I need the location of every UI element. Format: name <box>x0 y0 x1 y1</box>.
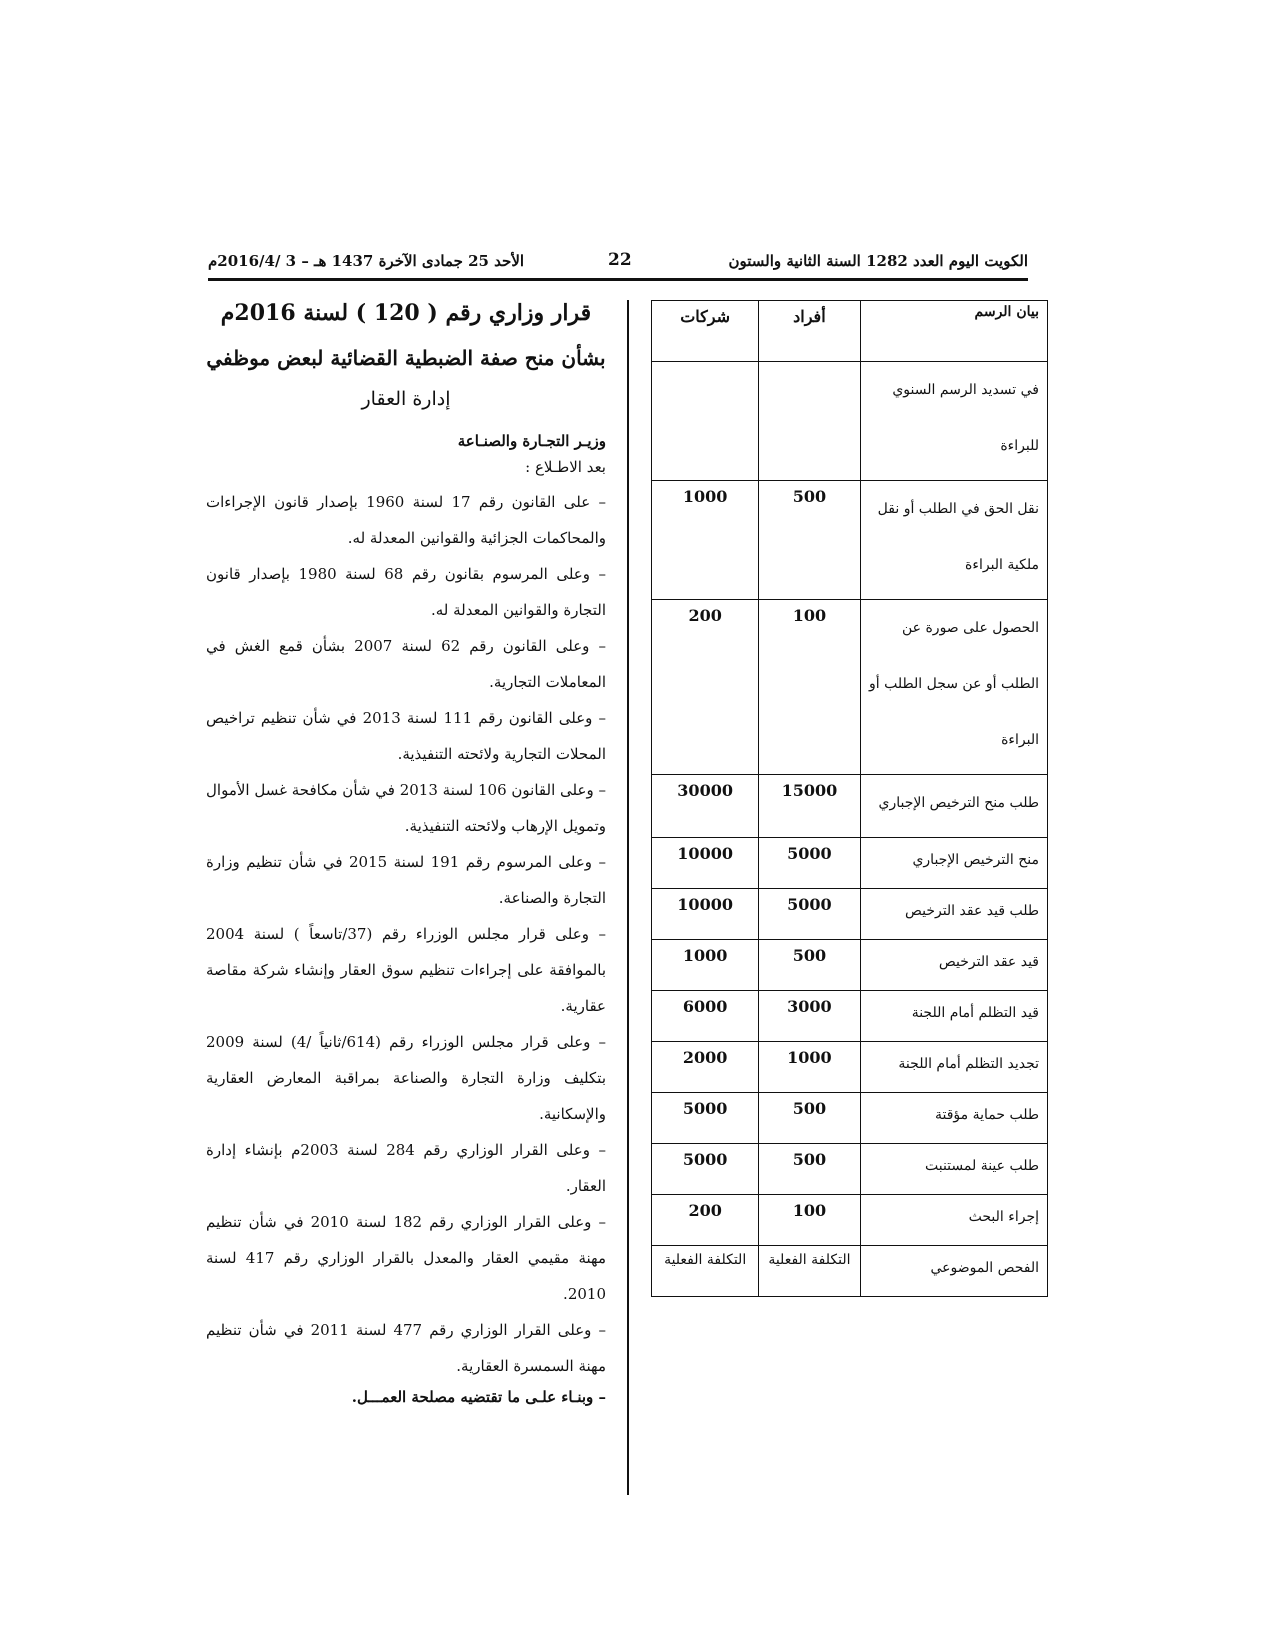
row-desc: قيد التظلم أمام اللجنة <box>860 991 1047 1042</box>
row-individuals: التكلفة الفعلية <box>759 1246 860 1297</box>
row-companies: 5000 <box>652 1093 759 1144</box>
row-desc: الحصول على صورة عن الطلب أو عن سجل الطلب أو البراءة <box>860 600 1047 775</box>
row-individuals: 5000 <box>759 838 860 889</box>
row-individuals: 100 <box>759 1195 860 1246</box>
row-desc: طلب منح الترخيص الإجباري <box>860 775 1047 838</box>
row-companies: 6000 <box>652 991 759 1042</box>
row-companies: 30000 <box>652 775 759 838</box>
table-row <box>652 991 1048 1042</box>
row-companies: 1000 <box>652 940 759 991</box>
table-row <box>652 1093 1048 1144</box>
row-individuals: 1000 <box>759 1042 860 1093</box>
row-individuals: 500 <box>759 1144 860 1195</box>
row-individuals: 5000 <box>759 889 860 940</box>
row-desc: طلب عينة لمستنبت <box>860 1144 1047 1195</box>
row-desc: إجراء البحث <box>860 1195 1047 1246</box>
table-header-row <box>652 301 1048 362</box>
preamble-item: – وعلى القانون 106 لسنة 2013 في شأن مكافحة غسل الأموال وتمويل الإرهاب ولائحته التنفيذية. <box>206 781 606 835</box>
row-companies: 1000 <box>652 481 759 600</box>
row-desc: في تسديد الرسم السنوي للبراءة <box>860 362 1047 481</box>
row-individuals <box>759 362 860 481</box>
table-row <box>652 600 1048 775</box>
preamble-item: – وعلى القرار الوزاري رقم 182 لسنة 2010 في شأن تنظيم مهنة مقيمي العقار والمعدل بالقرار الوزاري رقم 417 لسنة 2010. <box>206 1213 606 1303</box>
decision-subtitle: بشأن منح صفة الضبطية القضائية لبعض موظفي <box>206 346 606 370</box>
table-row <box>652 481 1048 600</box>
header-individuals: أفراد <box>759 301 860 362</box>
row-companies: 200 <box>652 1195 759 1246</box>
preamble-item: – وعلى قرار مجلس الوزراء رقم (37/تاسعاً ) لسنة 2004 بالموافقة على إجراءات تنظيم سوق العقار وإنشاء شركة مقاصة عقارية. <box>206 925 606 1015</box>
table-row <box>652 362 1048 481</box>
preamble-item: – وعلى المرسوم رقم 191 لسنة 2015 في شأن تنظيم وزارة التجارة والصناعة. <box>206 853 607 907</box>
table-row <box>652 775 1048 838</box>
row-companies: 200 <box>652 600 759 775</box>
decision-title: قرار وزاري رقم ( 120 ) لسنة 2016م <box>220 300 592 326</box>
table-row <box>652 1195 1048 1246</box>
gazette-issue: الكويت اليوم العدد 1282 السنة الثانية والستون <box>728 252 1028 270</box>
issue-date: الأحد 25 جمادى الآخرة 1437 هـ – 3 /2016/4م <box>208 252 525 270</box>
row-companies: 10000 <box>652 838 759 889</box>
row-desc: منح الترخيص الإجباري <box>860 838 1047 889</box>
decision-department: إدارة العقار <box>361 388 451 410</box>
row-desc: تجديد التظلم أمام اللجنة <box>860 1042 1047 1093</box>
header-desc: بيان الرسم <box>860 301 1047 362</box>
preamble-item: – وعلى المرسوم بقانون رقم 68 لسنة 1980 بإصدار قانون التجارة والقوانين المعدلة له. <box>206 565 606 619</box>
column-divider <box>627 300 629 1495</box>
row-individuals: 15000 <box>759 775 860 838</box>
row-individuals: 500 <box>759 1093 860 1144</box>
fee-table <box>651 300 1048 1297</box>
table-row <box>652 1042 1048 1093</box>
minister-title: وزيـر التجـارة والصنـاعة <box>457 432 606 450</box>
preamble-item: – على القانون رقم 17 لسنة 1960 بإصدار قانون الإجراءات والمحاكمات الجزائية والقوانين المعدلة له. <box>206 493 607 547</box>
row-desc: نقل الحق في الطلب أو نقل ملكية البراءة <box>860 481 1047 600</box>
page-number: 22 <box>608 250 632 270</box>
preamble-item: – وعلى القرار الوزاري رقم 477 لسنة 2011 في شأن تنظيم مهنة السمسرة العقارية. <box>206 1321 606 1375</box>
row-companies <box>652 362 759 481</box>
preamble-item: – وعلى القرار الوزاري رقم 284 لسنة 2003م بإنشاء إدارة العقار. <box>206 1141 607 1195</box>
table-row <box>652 940 1048 991</box>
after-review-label: بعد الاطـلاع : <box>525 458 606 476</box>
row-desc: الفحص الموضوعي <box>860 1246 1047 1297</box>
row-desc: طلب قيد عقد الترخيص <box>860 889 1047 940</box>
table-row <box>652 889 1048 940</box>
row-individuals: 100 <box>759 600 860 775</box>
row-desc: قيد عقد الترخيص <box>860 940 1047 991</box>
table-row <box>652 1246 1048 1297</box>
preamble-item: – وعلى القانون رقم 111 لسنة 2013 في شأن تنظيم تراخيص المحلات التجارية ولائحته التنفيذية. <box>206 709 606 763</box>
ministerial-decision <box>206 300 606 1406</box>
row-companies: 5000 <box>652 1144 759 1195</box>
row-companies: 2000 <box>652 1042 759 1093</box>
table-row <box>652 838 1048 889</box>
row-companies: التكلفة الفعلية <box>652 1246 759 1297</box>
closing-line: – وبنـاء علـى ما تقتضيه مصلحة العمـــل. <box>351 1388 606 1406</box>
row-companies: 10000 <box>652 889 759 940</box>
page-header <box>208 252 1028 274</box>
table-row <box>652 1144 1048 1195</box>
row-individuals: 500 <box>759 940 860 991</box>
header-companies: شركات <box>652 301 759 362</box>
row-individuals: 500 <box>759 481 860 600</box>
row-desc: طلب حماية مؤقتة <box>860 1093 1047 1144</box>
header-rule <box>208 278 1028 281</box>
preamble-item: – وعلى القانون رقم 62 لسنة 2007 بشأن قمع الغش في المعاملات التجارية. <box>206 637 607 691</box>
preamble-item: – وعلى قرار مجلس الوزراء رقم (614/ثانياً /4) لسنة 2009 بتكليف وزارة التجارة والصناعة بمراقبة المعارض العقارية والإسكانية. <box>206 1033 606 1123</box>
row-individuals: 3000 <box>759 991 860 1042</box>
